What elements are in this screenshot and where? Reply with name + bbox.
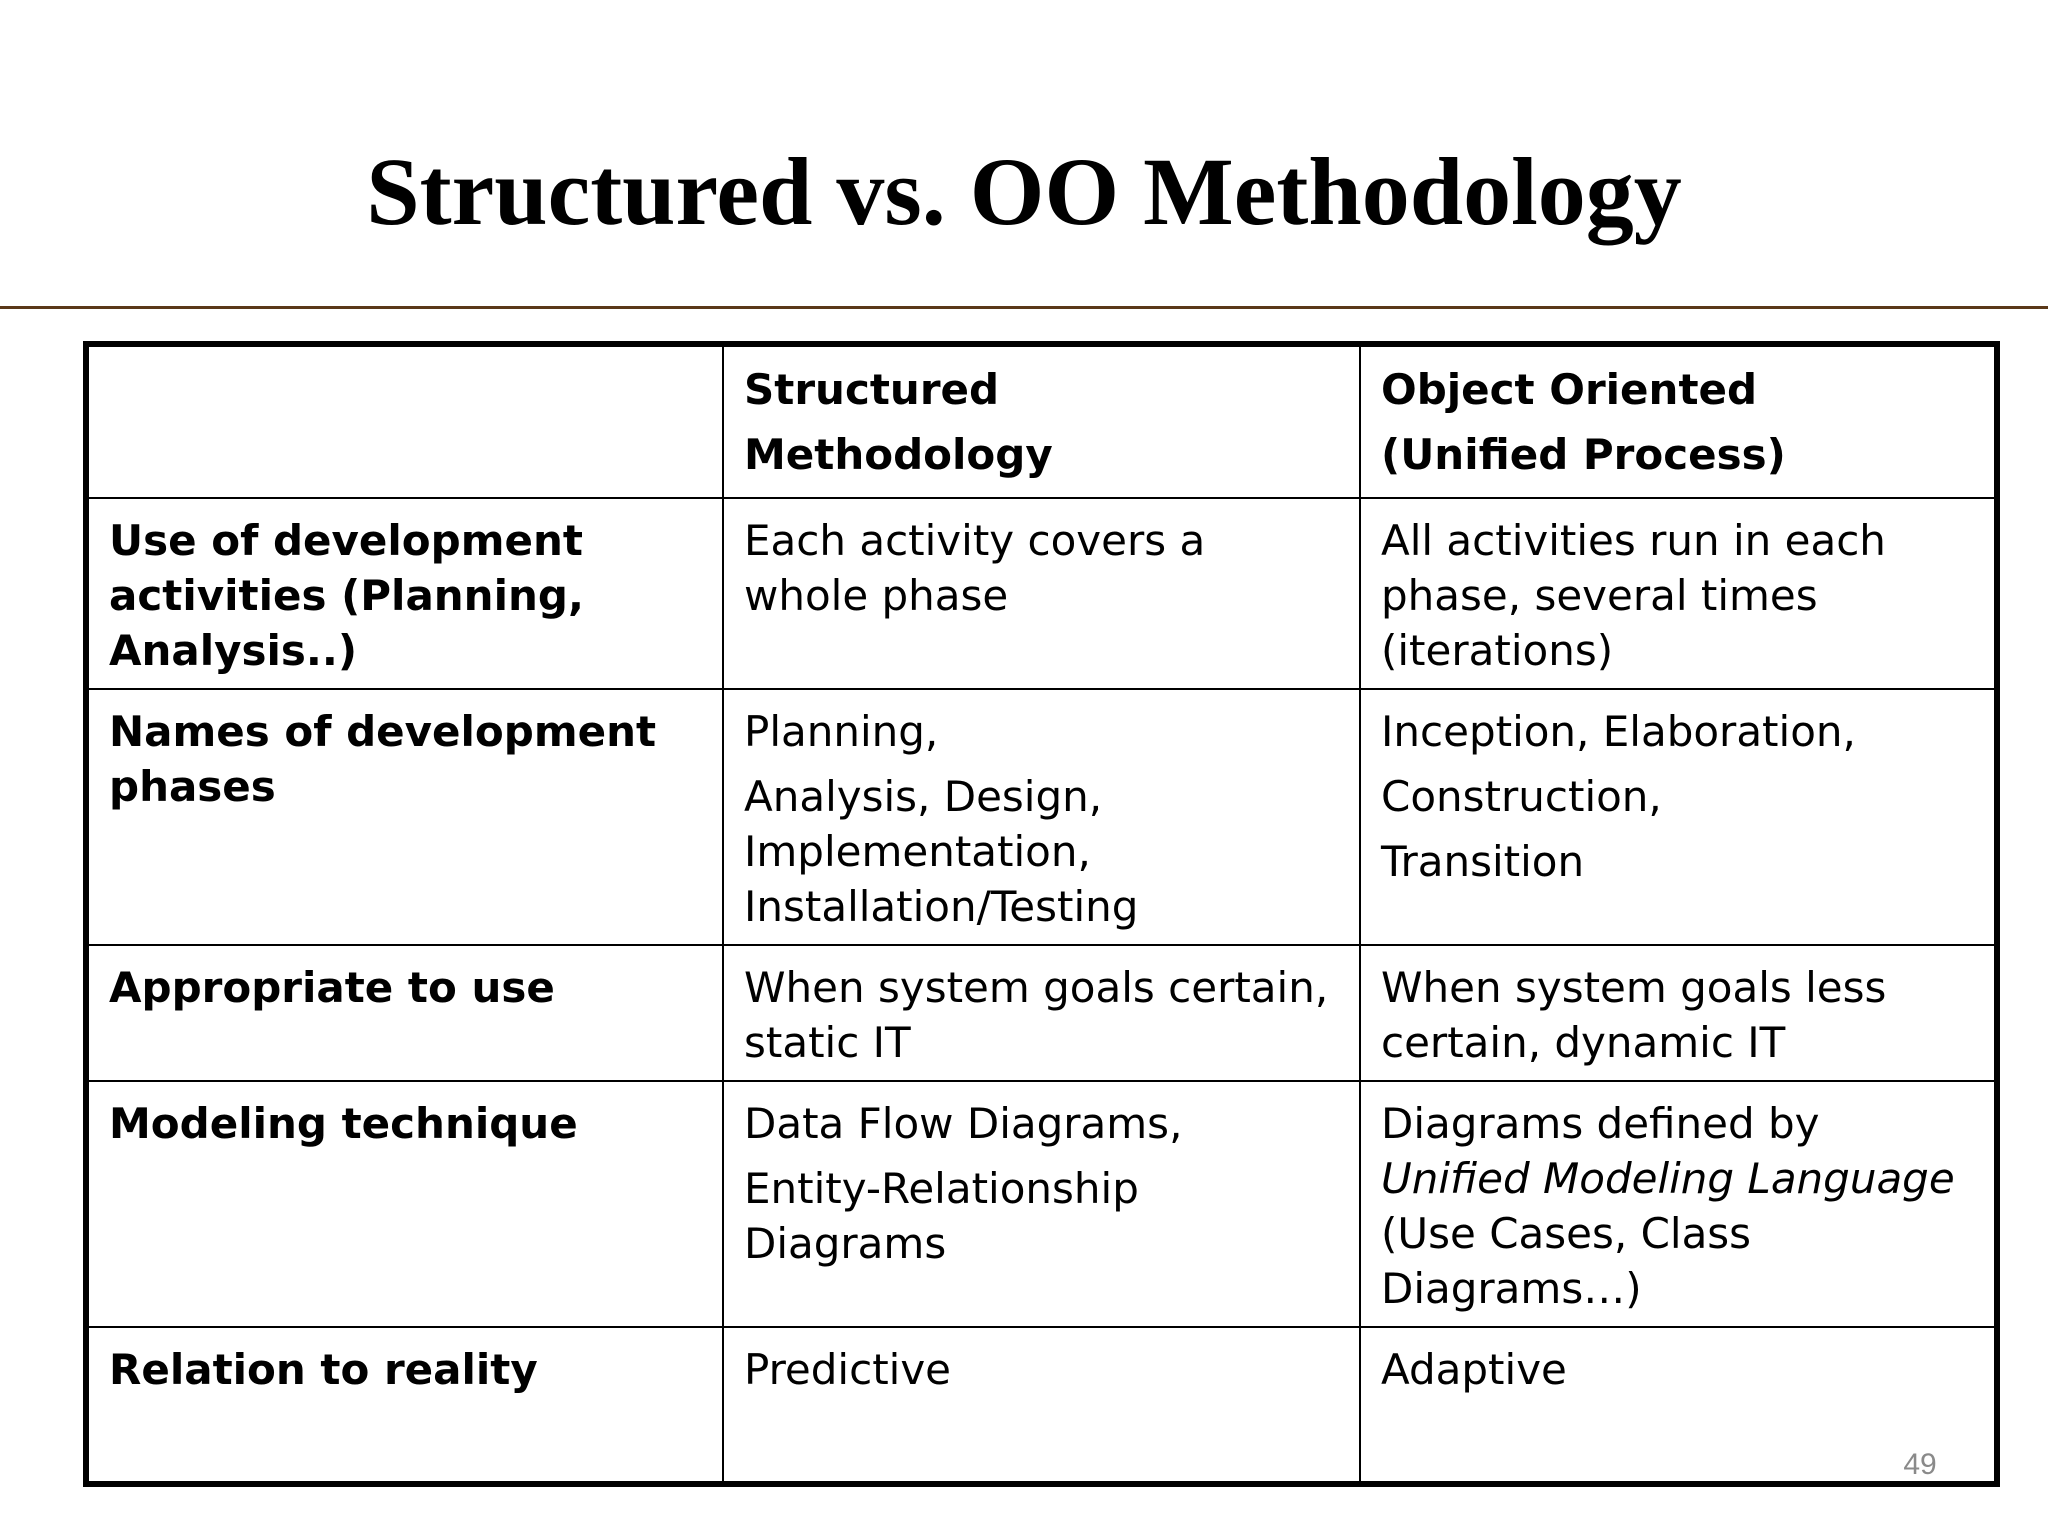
- row-label-phase-names: Names of development phases: [86, 689, 723, 945]
- header-oo-line1: Object Oriented: [1381, 365, 1758, 414]
- oo-modeling-prefix: Diagrams defined by: [1381, 1099, 1820, 1148]
- table-header-row: [86, 344, 1997, 498]
- structured-phases-p2: Analysis, Design, Implementation, Installation/Testing: [744, 772, 1139, 931]
- cell-structured-relation: Predictive: [723, 1327, 1360, 1484]
- slide-title: Structured vs. OO Methodology: [366, 138, 1682, 245]
- header-object-oriented: [1360, 344, 1997, 498]
- header-oo-line2: (Unified Process): [1381, 430, 1786, 479]
- cell-oo-phases: [1360, 689, 1997, 945]
- cell-oo-appropriate: When system goals less certain, dynamic IT: [1360, 945, 1997, 1081]
- table-row: [86, 1081, 1997, 1327]
- oo-phases-p1: Inception, Elaboration,: [1381, 707, 1856, 756]
- structured-modeling-p1: Data Flow Diagrams,: [744, 1099, 1183, 1148]
- oo-phases-p2: Construction,: [1381, 772, 1662, 821]
- comparison-table: [83, 341, 2000, 1487]
- cell-oo-activities: All activities run in each phase, several times (iterations): [1360, 498, 1997, 689]
- cell-structured-phases: [723, 689, 1360, 945]
- header-structured-line2: Methodology: [744, 430, 1053, 479]
- cell-structured-activities: Each activity covers a whole phase: [723, 498, 1360, 689]
- row-label-development-activities: Use of development activities (Planning, Analysis..): [86, 498, 723, 689]
- row-label-appropriate-use: Appropriate to use: [86, 945, 723, 1081]
- title-divider: [0, 306, 2048, 309]
- cell-structured-appropriate: When system goals certain, static IT: [723, 945, 1360, 1081]
- header-corner-cell: [86, 344, 723, 498]
- cell-oo-modeling: [1360, 1081, 1997, 1327]
- row-label-relation-reality: Relation to reality: [86, 1327, 723, 1484]
- structured-phases-p1: Planning,: [744, 707, 939, 756]
- page-number: 49: [1903, 1448, 1937, 1481]
- table-row: [86, 689, 1997, 945]
- oo-modeling-suffix: (Use Cases, Class Diagrams…): [1381, 1209, 1752, 1313]
- header-structured: [723, 344, 1360, 498]
- table-row: [86, 498, 1997, 689]
- structured-modeling-p2: Entity-Relationship Diagrams: [744, 1164, 1139, 1268]
- oo-phases-p3: Transition: [1381, 837, 1585, 886]
- row-label-modeling-technique: Modeling technique: [86, 1081, 723, 1327]
- table-row: [86, 1327, 1997, 1484]
- oo-modeling-italic: Unified Modeling Language: [1381, 1154, 1955, 1203]
- table-row: [86, 945, 1997, 1081]
- header-structured-line1: Structured: [744, 365, 1000, 414]
- cell-structured-modeling: [723, 1081, 1360, 1327]
- cell-oo-relation: Adaptive: [1360, 1327, 1997, 1484]
